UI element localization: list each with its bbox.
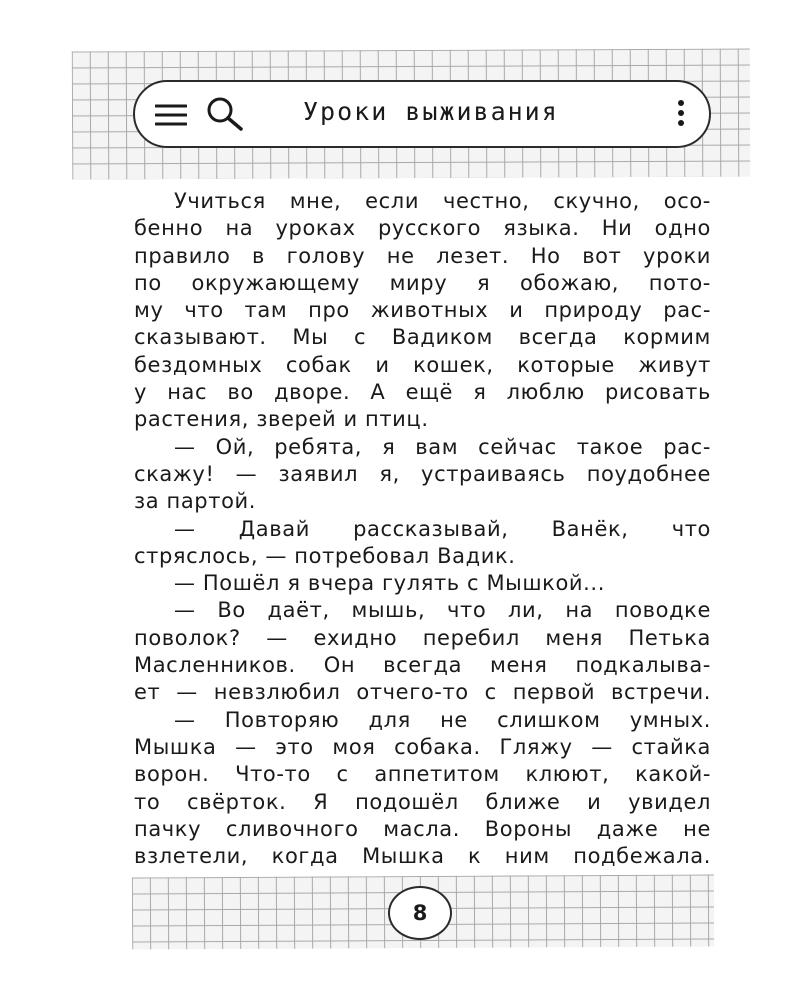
text-line: поволок? — ехидно перебил меня Петька xyxy=(134,625,711,650)
page-number: 8 xyxy=(388,886,452,940)
hamburger-menu-icon[interactable] xyxy=(155,102,187,128)
text-line: за партой. xyxy=(134,489,257,514)
text-line: — Повторяю для не слишком умных. xyxy=(174,707,711,732)
story-text xyxy=(134,188,711,870)
text-line: у нас во дворе. А ещё я люблю рисовать xyxy=(134,380,711,405)
text-line: ет — невзлюбил отчего-то с первой встречи. xyxy=(134,680,711,705)
text-line: Учиться мне, если честно, скучно, осо- xyxy=(174,189,711,213)
header-bar xyxy=(133,80,711,148)
text-line: Масленников. Он всегда меня подкалыва- xyxy=(134,653,711,678)
more-vertical-icon[interactable] xyxy=(675,100,687,130)
page-title: Уроки выживания xyxy=(303,97,559,126)
text-line: по окружающему миру я обожаю, пото- xyxy=(134,270,711,295)
text-line: — Давай рассказывай, Ванёк, что xyxy=(174,516,711,541)
text-line: стряслось, — потребовал Вадик. xyxy=(134,543,516,568)
text-line: — Ой, ребята, я вам сейчас такое рас- xyxy=(174,434,711,459)
text-line: му что там про животных и природу рас- xyxy=(134,298,711,323)
search-icon[interactable] xyxy=(205,96,245,132)
text-line: правило в голову не лезет. Но вот уроки xyxy=(134,243,711,268)
text-line: скажу! — заявил я, устраиваясь поудобнее xyxy=(134,461,711,486)
text-line: ворон. Что-то с аппетитом клюют, какой- xyxy=(134,762,711,787)
text-line: — Пошёл я вчера гулять с Мышкой... xyxy=(174,571,605,596)
text-line: то свёрток. Я подошёл ближе и увидел xyxy=(134,789,711,814)
text-line: взлетели, когда Мышка к ним подбежала. xyxy=(134,844,711,869)
text-line: бездомных собак и кошек, которые живут xyxy=(134,352,711,377)
text-line: бенно на уроках русского языка. Ни одно xyxy=(134,216,711,241)
text-line: пачку сливочного масла. Вороны даже не xyxy=(134,816,711,841)
text-line: — Во даёт, мышь, что ли, на поводке xyxy=(174,598,711,623)
text-line: сказывают. Мы с Вадиком всегда кормим xyxy=(134,325,711,350)
text-line: растения, зверей и птиц. xyxy=(134,407,429,432)
text-line: Мышка — это моя собака. Гляжу — стайка xyxy=(134,734,711,759)
